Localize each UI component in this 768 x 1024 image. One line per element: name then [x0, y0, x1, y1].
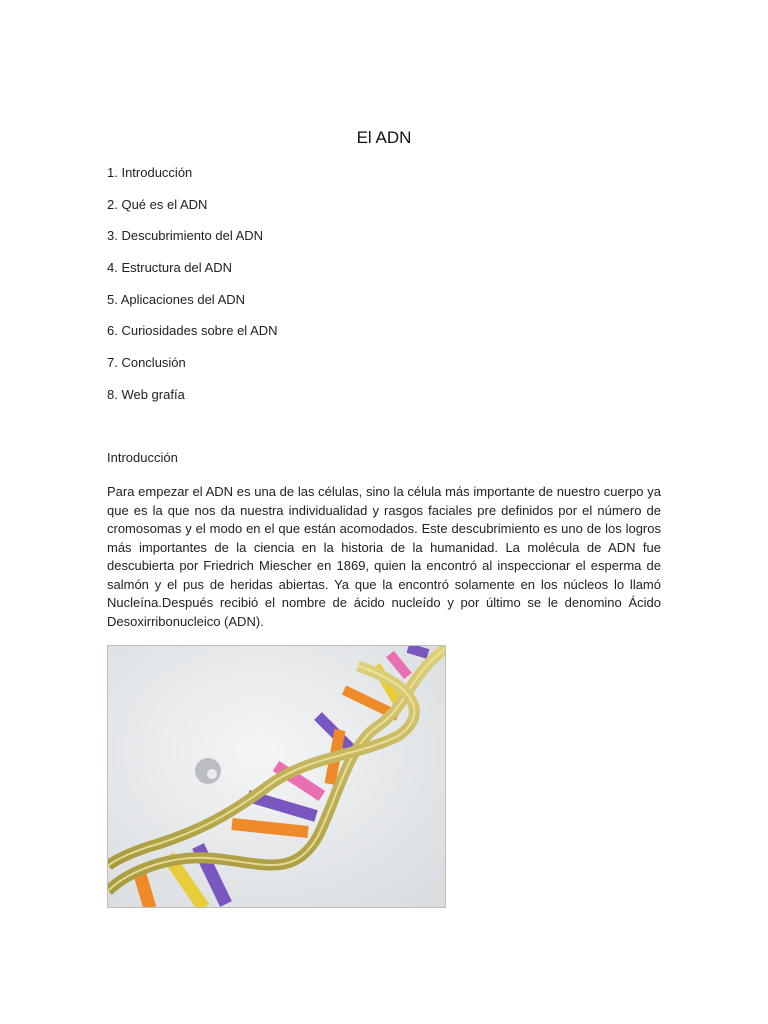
toc-item: 3. Descubrimiento del ADN	[107, 228, 264, 244]
document-title: El ADN	[356, 128, 412, 147]
toc-item: 6. Curiosidades sobre el ADN	[107, 323, 278, 339]
toc-item: 2. Qué es el ADN	[107, 196, 208, 212]
toc-item: 1. Introducción	[107, 165, 193, 180]
intro-paragraph: Para empezar el ADN es una de las células, sino la célula más importante de nuestro cuerpo ya que es la que nos da nuestra individualidad y rasgos faciales pre definidos por el número de cromosomas y el modo en el que están acomodados. Este descubrimiento es uno de los logros más importantes de la ciencia en la historia de la humanidad. La molécula de ADN fue descubierta por Friedrich Miescher en 1869, quien la encontró al inspeccionar el esperma de salmón y el pus de heridas abiertas. Ya que la encontró solamente en los núcleos lo llamó Nucleína.Después recibió el nombre de ácido nucleído y por último se le denomino Ácido Desoxirribonucleico (ADN).	[107, 484, 661, 629]
table-of-contents	[107, 164, 278, 418]
dna-helix-illustration	[108, 646, 446, 908]
toc-item: 4. Estructura del ADN	[107, 260, 232, 276]
dna-helix-image	[107, 645, 446, 908]
toc-item: 7. Conclusión	[107, 355, 186, 371]
toc-item: 8. Web grafía	[107, 386, 185, 402]
toc-item: 5. Aplicaciones del ADN	[107, 291, 246, 307]
section-heading: Introducción	[107, 450, 178, 465]
